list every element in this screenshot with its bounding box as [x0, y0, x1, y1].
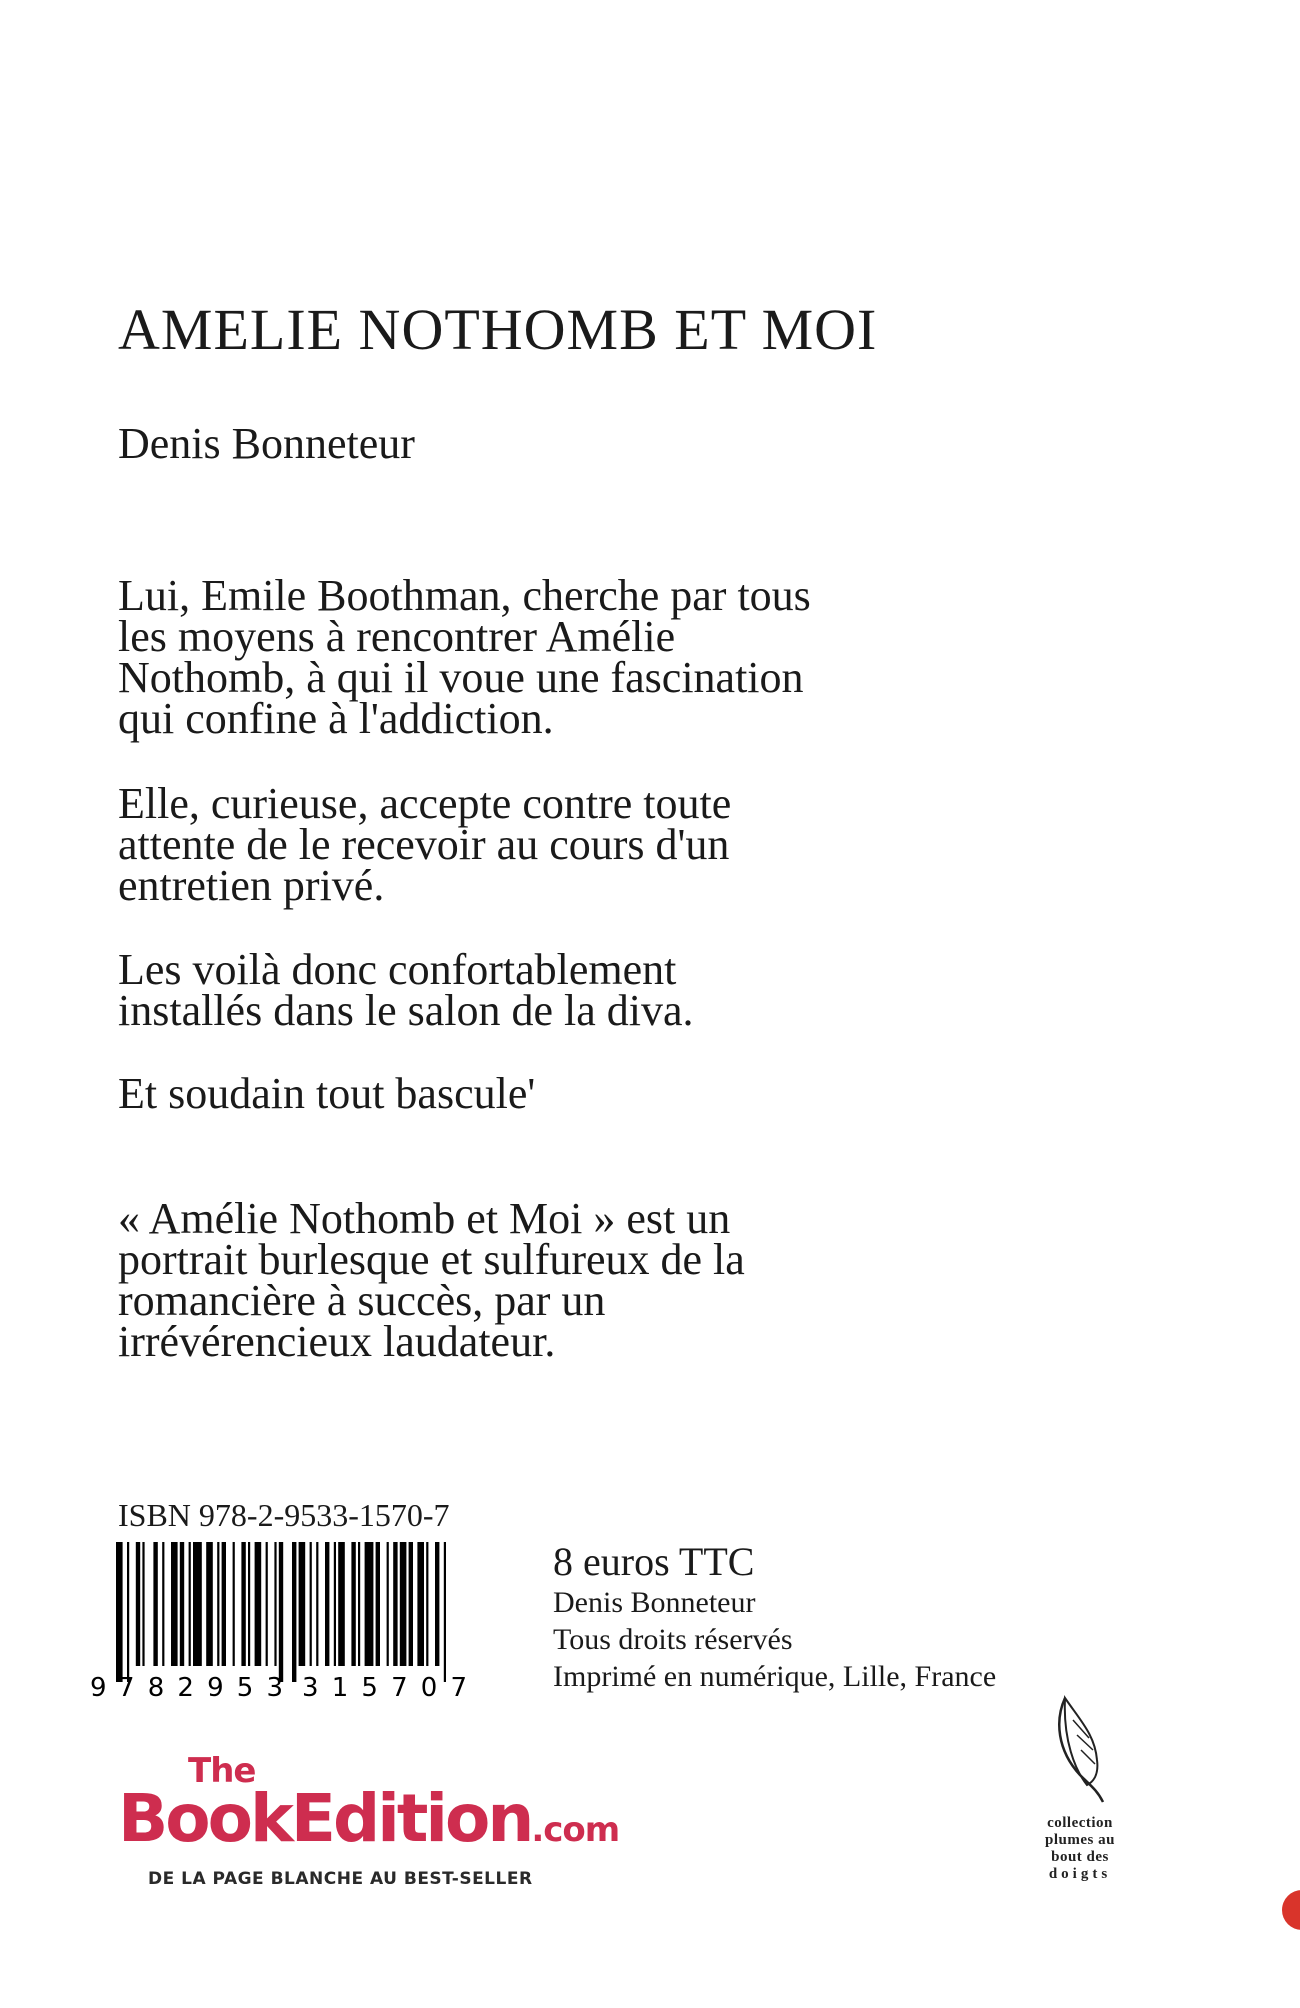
red-edge-mark [1282, 1890, 1300, 1930]
blurb-line: les moyens à rencontrer Amélie [118, 612, 676, 661]
collection-label [1030, 1815, 1130, 1883]
barcode-digit-first: 9 [90, 1673, 107, 1700]
book-title: AMELIE NOTHOMB ET MOI [118, 297, 878, 362]
barcode-bar [162, 1542, 164, 1666]
barcode-bar [127, 1542, 129, 1682]
barcode-bar [266, 1542, 268, 1666]
barcode-bar [376, 1542, 380, 1666]
barcode-bar [409, 1542, 413, 1666]
barcode-bar [351, 1542, 355, 1666]
blurb-paragraph-3 [118, 945, 978, 1035]
barcode-bar [292, 1542, 296, 1682]
barcode-bar [217, 1542, 219, 1666]
barcode-bar [142, 1542, 144, 1666]
barcode-bar [338, 1542, 345, 1666]
barcode-bar [334, 1542, 336, 1666]
blurb-paragraph-4 [118, 1069, 978, 1118]
blurb-line: Et soudain tout bascule' [118, 1069, 536, 1118]
logo-tagline: DE LA PAGE BLANCHE AU BEST-SELLER [148, 1869, 533, 1889]
blurb-line: portrait burlesque et sulfureux de la [118, 1235, 745, 1284]
blurb-line: Lui, Emile Boothman, cherche par tous [118, 571, 811, 620]
barcode-bar [279, 1542, 283, 1682]
logo-com: .com [531, 1810, 620, 1850]
imprint-block [553, 1540, 996, 1695]
collection-line: collection [1047, 1815, 1113, 1831]
imprint-author: Denis Bonneteur [553, 1586, 756, 1619]
collection-line: plumes au [1045, 1832, 1115, 1848]
blurb-line: qui confine à l'addiction. [118, 694, 554, 743]
barcode-bar [171, 1542, 178, 1666]
barcode-bar [310, 1542, 312, 1666]
barcode-bar [387, 1542, 389, 1666]
barcode-bar [358, 1542, 360, 1666]
barcode-bar [426, 1542, 428, 1666]
barcode-bar [153, 1542, 157, 1666]
blurb-line: irrévérencieux laudateur. [118, 1317, 556, 1366]
barcode-bar [180, 1542, 184, 1666]
barcode-bar [365, 1542, 374, 1666]
barcode-digits-right: 315707 [302, 1673, 467, 1700]
barcode-bar [417, 1542, 424, 1666]
imprint-rights: Tous droits réservés [553, 1623, 793, 1656]
blurb-paragraph-1 [118, 571, 978, 743]
blurb-paragraph-2 [118, 779, 978, 910]
barcode-bar [393, 1542, 397, 1666]
logo-the: The [188, 1751, 256, 1791]
barcode-bar [316, 1542, 318, 1666]
barcode-bar [255, 1542, 262, 1666]
barcode-digits-left: 782953 [118, 1673, 283, 1700]
blurb-line: romancière à succès, par un [118, 1276, 606, 1325]
feather-quill-icon [1035, 1690, 1125, 1810]
barcode-bar [222, 1542, 226, 1666]
price: 8 euros TTC [553, 1539, 755, 1584]
barcode-bar [241, 1542, 245, 1666]
publisher-logo [118, 1751, 620, 1889]
barcode-bar [400, 1542, 407, 1666]
barcode-bar [435, 1542, 439, 1666]
logo-bookedition: BookEdition [118, 1780, 532, 1857]
barcode-bar [325, 1542, 329, 1666]
collection-line: bout des [1051, 1849, 1109, 1865]
logo-wordmark [118, 1780, 620, 1863]
blurb-line: Elle, curieuse, accepte contre toute [118, 779, 732, 828]
blurb-line: Les voilà donc confortablement [118, 945, 677, 994]
imprint-printed: Imprimé en numérique, Lille, France [553, 1660, 997, 1693]
blurb-line: entretien privé. [118, 861, 385, 910]
barcode-bar [248, 1542, 250, 1666]
collection-line: doigts [1048, 1866, 1112, 1882]
collection-mark [1030, 1690, 1130, 1883]
book-author: Denis Bonneteur [118, 419, 415, 468]
barcode-bar [299, 1542, 306, 1666]
blurb-paragraph-5 [118, 1194, 978, 1366]
barcode-bar [189, 1542, 191, 1666]
isbn-label: ISBN 978-2-9533-1570-7 [118, 1497, 450, 1533]
blurb-line: attente de le recevoir au cours d'un [118, 820, 730, 869]
blurb-line: installés dans le salon de la diva. [118, 986, 694, 1035]
barcode-bar [136, 1542, 140, 1666]
blurb-line: « Amélie Nothomb et Moi » est un [118, 1194, 731, 1243]
barcode [80, 1540, 500, 1700]
barcode-bar [193, 1542, 202, 1666]
barcode-bar [444, 1542, 446, 1682]
barcode-bar [274, 1542, 276, 1666]
barcode-bar [206, 1542, 213, 1666]
barcode-bar [233, 1542, 235, 1666]
barcode-bar [116, 1542, 123, 1682]
blurb-line: Nothomb, à qui il voue une fascination [118, 653, 804, 702]
